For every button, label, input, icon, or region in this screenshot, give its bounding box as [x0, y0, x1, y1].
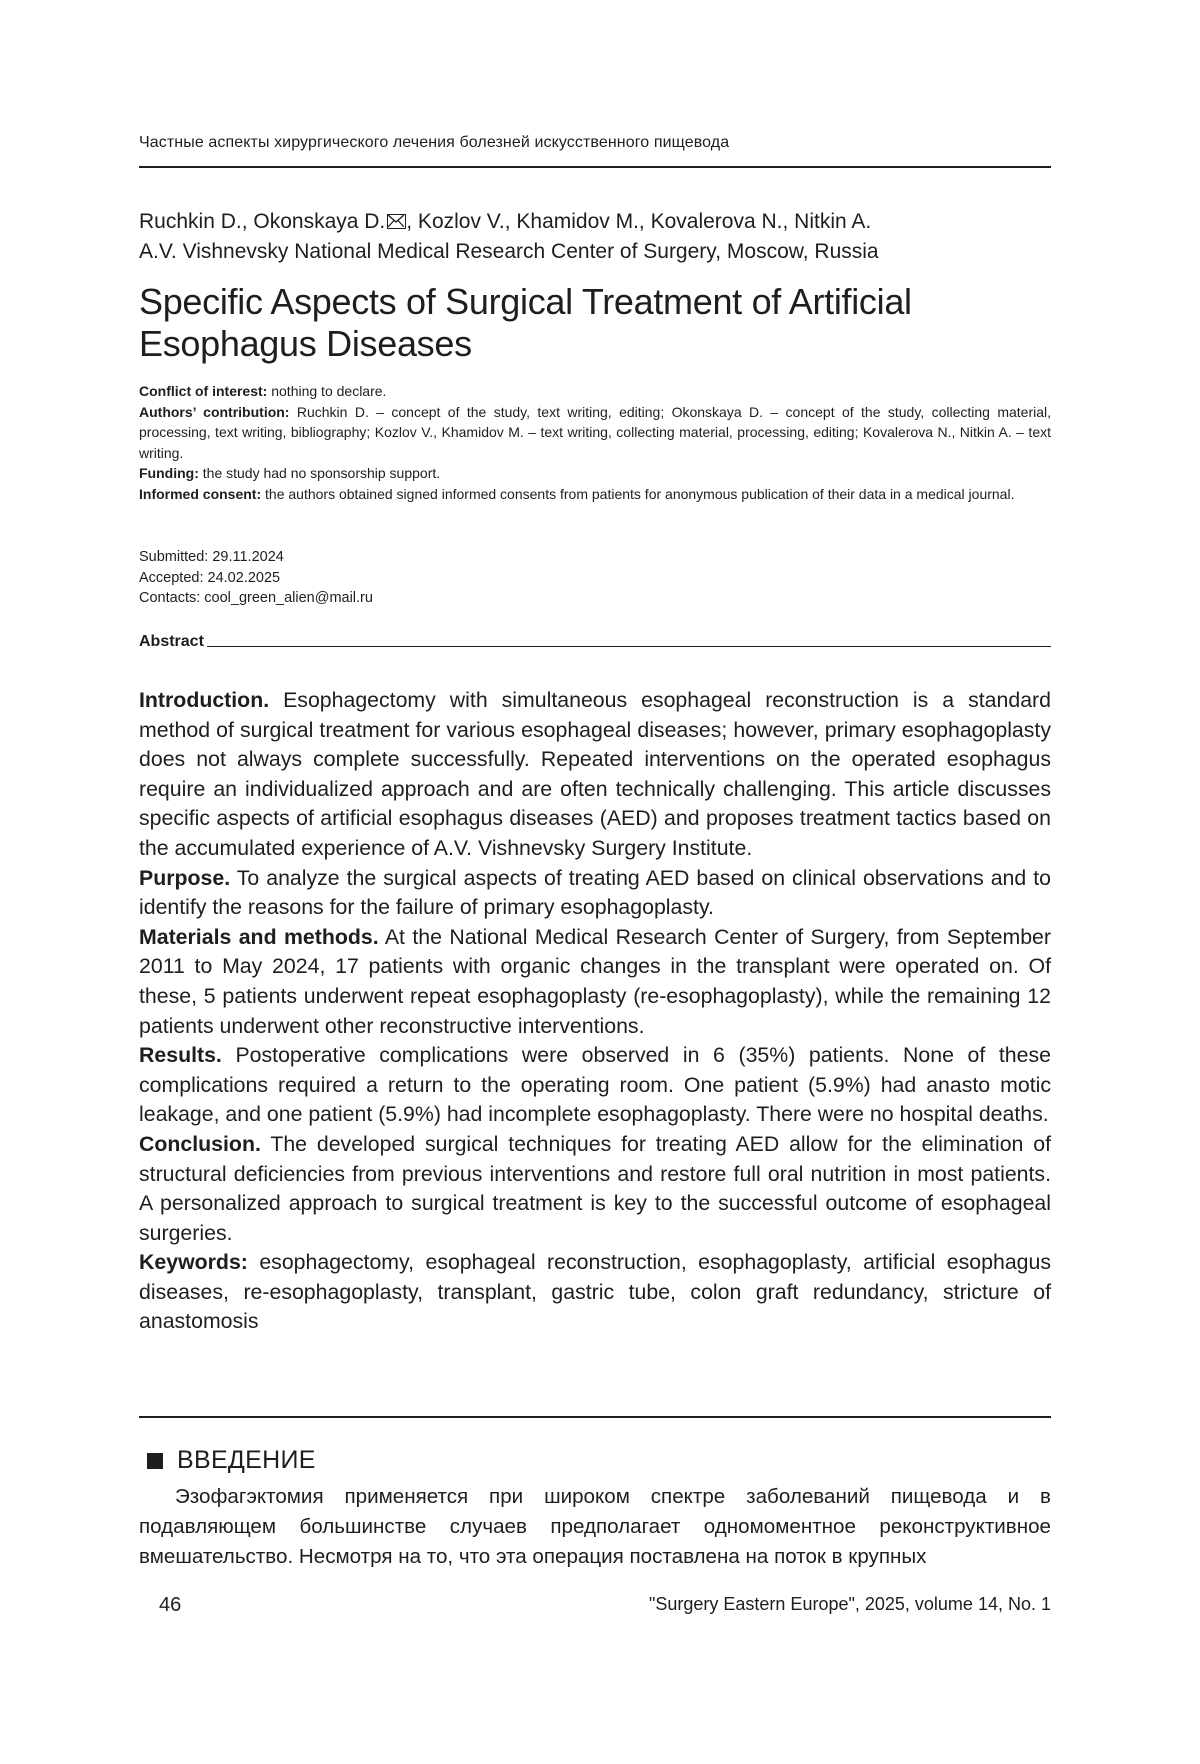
funding: [139, 463, 1051, 484]
header-rule: [139, 166, 1051, 168]
methods-text: At the National Medical Research Center of Surgery, from September 2011 to May 2024, 17 patients with organic changes in the transplant were operated on. Of these, 5 patients underwent repeat esophagoplasty (re-esophagoplasty), while the remaining 12 patients underwent other reconstructive interventions.: [139, 924, 1051, 1038]
contribution-label: Authors’ contribution:: [139, 403, 290, 420]
funding-label: Funding:: [139, 465, 199, 481]
running-head: Частные аспекты хирургического лечения болезней искусственного пищевода: [139, 134, 730, 151]
author-names: [139, 207, 879, 237]
abstract-keywords: [139, 1248, 1051, 1337]
conflict-of-interest: [139, 381, 1051, 402]
conclusion-text: The developed surgical techniques for treating AED allow for the elimination of structural deficiencies from previous interventions and restore full oral nutrition in most patients. A personalized approach to surgical treatment is key to the successful outcome of esophageal surgeries.: [139, 1131, 1052, 1245]
submitted-date: Submitted: 29.11.2024: [139, 549, 284, 565]
abstract-heading: [139, 633, 1051, 651]
methods-label: Materials and methods.: [139, 924, 379, 949]
conclusion-label: Conclusion.: [139, 1131, 261, 1156]
submission-dates: [139, 547, 373, 609]
results-label: Results.: [139, 1043, 222, 1068]
keywords-text: esophagectomy, esophageal reconstruction, esophagoplasty, artificial esophagus diseases, re-esophagoplasty, transplant, gastric tube, colon graft redundancy, stricture of anastomosis: [139, 1250, 1051, 1334]
introduction-label: Introduction.: [139, 688, 270, 712]
contacts: Contacts: cool_green_alien@mail.ru: [139, 590, 373, 606]
accepted-date: Accepted: 24.02.2025: [139, 569, 281, 586]
introduction-text: Esophagectomy with simultaneous esophageal reconstruction is a standard method of surgical treatment for various esophageal diseases; however, primary esophagoplasty does not always complete successfully. Repeated interventions on the operated esophagus require an individualized approach and are often technically challenging. This article discusses specific aspects of artificial esophagus diseases (AED) and proposes treatment tactics based on the accumulated experience of A.V. Vishnevsky Surgery Institute.: [139, 688, 1051, 860]
consent-label: Informed consent:: [139, 485, 262, 502]
journal-citation: "Surgery Eastern Europe", 2025, volume 14, No. 1: [648, 1594, 1051, 1614]
funding-text: the study had no sponsorship support.: [198, 465, 441, 481]
article-title-line-1: Specific Aspects of Surgical Treatment of Artificial: [139, 281, 912, 322]
conflict-text: nothing to declare.: [267, 383, 387, 399]
abstract-purpose: [139, 864, 1051, 923]
abstract-results: [139, 1041, 1051, 1130]
consent-text: the authors obtained signed informed consents from patients for anonymous publication of their data in a medical journal.: [261, 485, 1015, 502]
abstract-conclusion: [139, 1130, 1051, 1248]
square-bullet-icon: [147, 1453, 163, 1469]
author-names-first: Ruchkin D., Okonskaya D.: [139, 210, 386, 233]
article-metadata: [139, 381, 1051, 504]
article-title-line-2: Esophagus Diseases: [139, 323, 472, 364]
section-heading: [147, 1446, 316, 1475]
abstract-heading-label: Abstract: [139, 633, 204, 650]
authors-contribution: [139, 402, 1051, 464]
author-block: [139, 207, 879, 267]
page-number: 46: [159, 1594, 182, 1616]
informed-consent: [139, 484, 1051, 505]
conflict-label: Conflict of interest:: [139, 383, 268, 399]
keywords-label: Keywords:: [139, 1250, 248, 1275]
contribution-text: Ruchkin D. – concept of the study, text writing, editing; Okonskaya D. – concept of the study, collecting material, processing, text writing, bibliography; Kozlov V., Khamidov M. – text writing, collecting material, processing, editing; Kovalerova N., Nitkin A. – text writing.: [139, 403, 1051, 461]
article-title: [139, 281, 912, 365]
abstract-methods: [139, 923, 1051, 1041]
results-text: Postoperative complications were observed in 6 (35%) patients. None of these complications required a return to the operating room. One patient (5.9%) had anasto motic leakage, and one patient (5.9%) had incomplete esophagoplasty. There were no hospital deaths.: [139, 1043, 1051, 1127]
abstract-heading-rule: [207, 646, 1051, 647]
abstract-introduction: [139, 686, 1051, 864]
section-heading-label: ВВЕДЕНИЕ: [177, 1446, 316, 1474]
author-names-rest: , Kozlov V., Khamidov M., Kovalerova N., Nitkin A.: [406, 210, 872, 233]
envelope-icon[interactable]: [387, 214, 406, 229]
affiliation: A.V. Vishnevsky National Medical Research Center of Surgery, Moscow, Russia: [139, 240, 879, 263]
abstract-body: [139, 686, 1051, 1337]
section-body-text: Эзофагэктомия применяется при широком спектре заболеваний пищевода и в подавляющем большинстве случаев предполагает одномоментное реконструктивное вмешательство. Несмотря на то, что эта операция поставлена на поток в крупных: [139, 1485, 1051, 1568]
purpose-label: Purpose.: [139, 865, 231, 890]
purpose-text: To analyze the surgical aspects of treating AED based on clinical observations and to identify the reasons for the failure of primary esophagoplasty.: [139, 865, 1051, 920]
abstract-end-rule: [139, 1416, 1051, 1418]
